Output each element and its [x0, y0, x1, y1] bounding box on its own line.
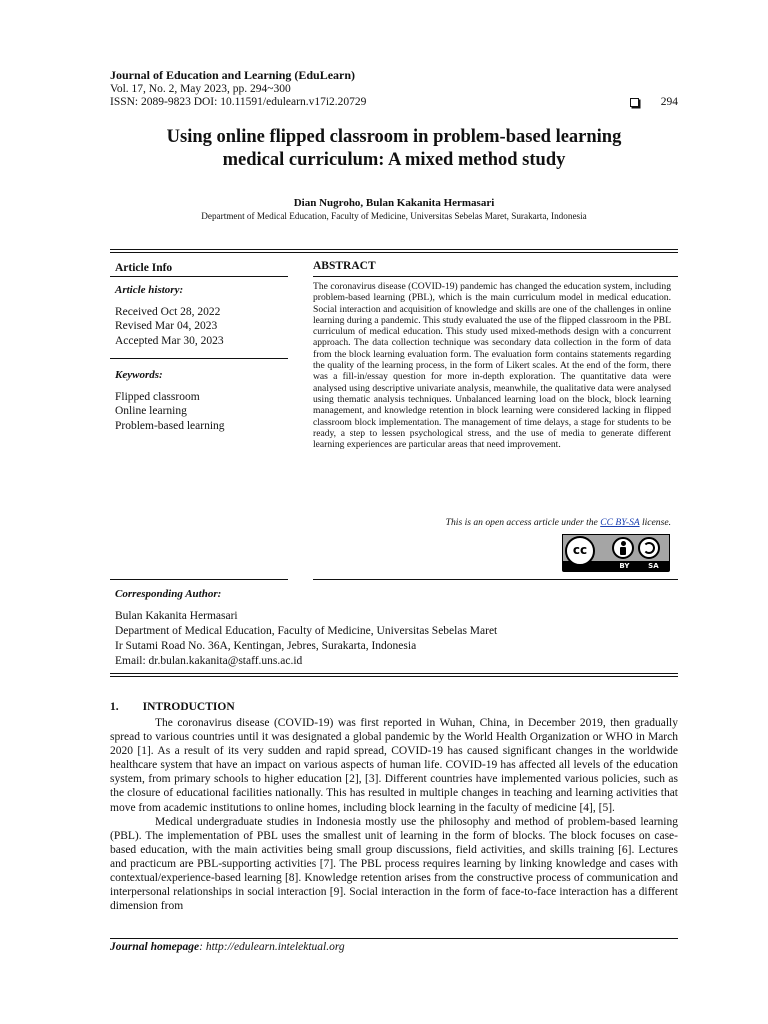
corresponding-name: Bulan Kakanita Hermasari [115, 610, 238, 622]
share-alike-icon [638, 537, 660, 559]
journal-name: Journal of Education and Learning (EduLearn) [110, 68, 356, 82]
footer-rule [110, 938, 678, 939]
introduction-heading [110, 701, 235, 713]
intro-paragraph-2: Medical undergraduate studies in Indonesia mostly use the philosophy and method of problem-based learning (PBL). The implementation of PBL uses the smallest unit of learning in the form of blocks. The block focuses on case-based education, with the main activities being small group discussions, field activities, and skills training [6]. Lectures and practicum are PBL-supporting activities [7]. The PBL process requires learning by linking knowledge and cases with contextual/experience-based learning [8]. Knowledge retention arises from the constructive process of communication and interpersonal relationships in social interaction [9]. Social interaction in the form of face-to-face interaction has a different dimension from [110, 815, 678, 913]
attribution-person-icon [612, 537, 634, 559]
abstract-rule [313, 276, 678, 277]
title-line-2: medical curriculum: A mixed method study [222, 150, 566, 170]
corresponding-email: Email: dr.bulan.kakanita@staff.uns.ac.id [115, 655, 303, 667]
volume-line: Vol. 17, No. 2, May 2023, pp. 294~300 [110, 82, 291, 95]
homepage-label: Journal homepage [110, 941, 200, 953]
keywords-bottom-rule [110, 579, 288, 580]
introduction-body [110, 716, 678, 913]
square-bullet-icon [630, 98, 639, 107]
history-rule [110, 358, 288, 359]
corresponding-address: Ir Sutami Road No. 36A, Kentingan, Jebres, Surakarta, Indonesia [115, 640, 417, 652]
intro-paragraph-1: The coronavirus disease (COVID-19) was first reported in Wuhan, China, in December 2019, then gradually spread to various countries until it was designated a global pandemic by the World Health Organization or WHO in March 2020 [1]. As a result of its very sudden and rapid spread, COVID-19 has caused significant changes in the worldwide healthcare system that have an impact on various aspects of human life. COVID-19 has affected all levels of the education system, from primary schools to higher education [2], [3]. Different countries have implemented various policies, such as the closure of educational facilities nationally. This has resulted in multiple changes in teaching and learning activities that move from academic institutions to online homes, including block learning in the faculty of medicine [4], [5]. [110, 717, 678, 814]
corresponding-author-heading: Corresponding Author: [115, 588, 222, 600]
abstract-bottom-rule [313, 579, 678, 580]
keywords-block [115, 368, 285, 433]
journal-homepage [110, 941, 345, 953]
authors: Dian Nugroho, Bulan Kakanita Hermasari [293, 197, 495, 209]
open-access-statement [313, 517, 671, 528]
cc-labels [610, 561, 668, 571]
top-double-rule [110, 249, 678, 253]
section-number: 1. [110, 701, 119, 713]
keyword-item: Flipped classroom [115, 390, 200, 403]
received-date: Received Oct 28, 2022 [115, 305, 221, 318]
oa-suffix: license. [639, 517, 671, 528]
issn-row [110, 96, 678, 110]
revised-date: Revised Mar 04, 2023 [115, 320, 218, 332]
article-info-rule [110, 276, 288, 277]
abstract-text: The coronavirus disease (COVID-19) pandemic has changed the education system, including problem-based learning (PBL), which is the main curriculum model in medical education. Social interaction and acquisition of knowledge and skills are one of the challenges in online learning during a pandemic. This study evaluated the use of the flipped classroom in the PBL curriculum of medical education. This study used mixed-methods design with a concurrent approach. The data collection technique was secondary data collection in the form of data from the block learning evaluation form. The evaluation form contains statements regarding the quality of the learning process, in the form of Likert scales. At the end of the form, there was a fill-in/essay question for more in-depth exploration. The quantitative data were analysed using descriptive univariate analysis, meanwhile, the qualitative data were analysed using thematic analysis techniques. Unbalanced learning load on the block, block learning management, and knowledge retention in block learning were considered lacking in flipped classroom block implementation. The management of time delays, a stage for students to be ready, a step to lessen psychological stress, and the use of media to generate different learning experiences are particular areas that need improvement. [313, 281, 671, 451]
oa-prefix: This is an open access article under the [445, 517, 601, 528]
article-info-heading: Article Info [115, 262, 173, 274]
abstract-heading: ABSTRACT [313, 260, 376, 272]
article-history [115, 283, 285, 348]
affiliation: Department of Medical Education, Faculty of Medicine, Universitas Sebelas Maret, Surakarta, Indonesia [201, 211, 587, 221]
paper-title [110, 126, 678, 172]
cc-by-sa-link[interactable]: CC BY-SA [600, 517, 640, 528]
cc-icon: cc [565, 536, 595, 566]
keyword-item: Online learning [115, 405, 187, 417]
cc-by-sa-badge[interactable] [562, 534, 670, 572]
homepage-url[interactable]: : http://edulearn.intelektual.org [199, 941, 345, 953]
section-title: INTRODUCTION [142, 701, 235, 713]
cc-by-label: BY [619, 562, 630, 570]
corresponding-department: Department of Medical Education, Faculty of Medicine, Universitas Sebelas Maret [115, 625, 498, 637]
article-info-heading-wrap [115, 261, 285, 276]
keyword-item: Problem-based learning [115, 419, 225, 432]
cc-sa-label: SA [648, 562, 659, 570]
keywords-label: Keywords: [115, 369, 163, 381]
page-number: 294 [660, 96, 678, 108]
article-history-label: Article history: [115, 284, 184, 296]
journal-header [110, 69, 678, 110]
issn-doi-line: ISSN: 2089-9823 DOI: 10.11591/edulearn.v17i2.20729 [110, 96, 367, 108]
corresponding-author-details [115, 609, 675, 669]
accepted-date: Accepted Mar 30, 2023 [115, 334, 224, 347]
bottom-double-rule [110, 673, 678, 677]
page-number-group [630, 96, 678, 110]
title-line-1: Using online flipped classroom in problem-based learning [166, 127, 622, 147]
